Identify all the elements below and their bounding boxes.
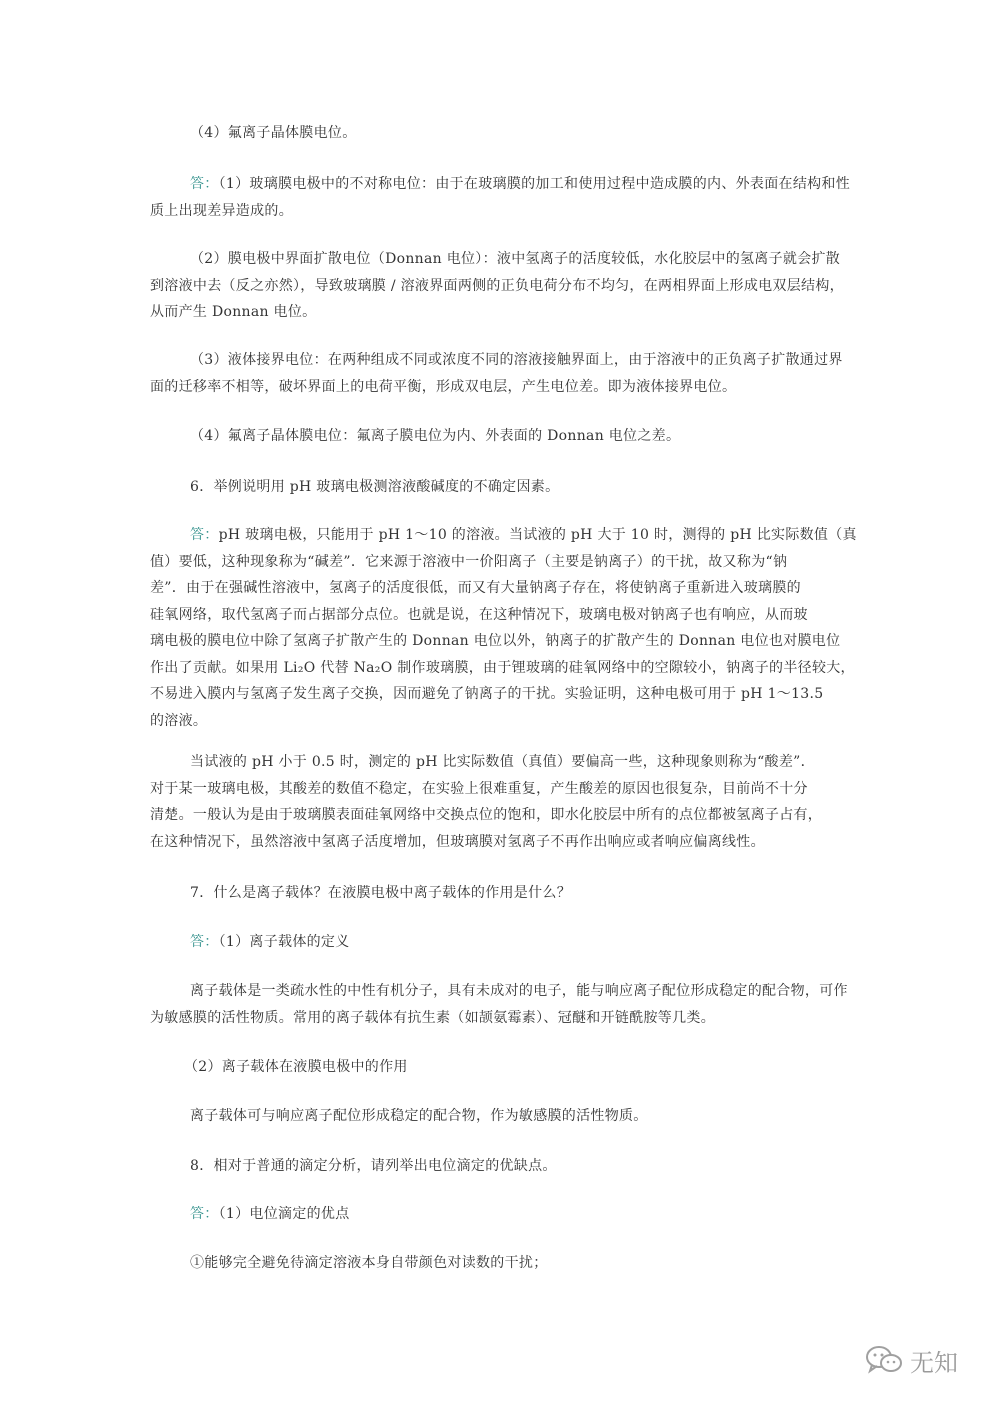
answer-text: （1）玻璃膜电极中的不对称电位：由于在玻璃膜的加工和使用过程中造成膜的内、外表面在结构和性质上出现差异造成的。 bbox=[150, 176, 851, 219]
answer-label: 答： bbox=[190, 176, 219, 192]
question-6: 6．举例说明用 pH 玻璃电极测溶液酸碱度的不确定因素。 bbox=[190, 479, 560, 495]
paragraph-fluoride-title: （4）氟离子晶体膜电位。 bbox=[190, 125, 357, 141]
answer-6 bbox=[150, 522, 857, 734]
answer-7-definition: 离子载体是一类疏水性的中性有机分子，具有未成对的电子，能与响应离子配位形成稳定的配合物，可作为敏感膜的活性物质。常用的离子载体有抗生素（如颉氨霉素）、冠醚和开链酰胺等几类。 bbox=[150, 983, 848, 1026]
answer-6-acid-error bbox=[150, 749, 850, 855]
answer-8-heading bbox=[150, 1201, 850, 1228]
answer-8-item-1: ①能够完全避免待滴定溶液本身自带颜色对读数的干扰； bbox=[190, 1255, 548, 1271]
acid-error-line: 对于某一玻璃电极，其酸差的数值不稳定，在实验上很难重复，产生酸差的原因也很复杂，目前尚不十分 bbox=[150, 780, 808, 797]
acid-error-line: 当试液的 pH 小于 0.5 时，测定的 pH 比实际数值（真值）要偏高一些，这种现象则称为“酸差”． bbox=[190, 754, 815, 770]
answer-label: 答： bbox=[190, 527, 219, 543]
question-8: 8．相对于普通的滴定分析，请列举出电位滴定的优缺点。 bbox=[190, 1158, 557, 1174]
answer-7-heading bbox=[150, 929, 850, 956]
answer-6-line: 硅氧网络，取代氢离子而占据部分点位。也就是说，在这种情况下，玻璃电极对钠离子也有响应，从而玻 bbox=[150, 606, 808, 623]
answer-8-heading-text: （1）电位滴定的优点 bbox=[218, 1206, 350, 1222]
wechat-icon bbox=[864, 1344, 904, 1376]
answer-label: 答： bbox=[190, 1206, 219, 1222]
answer-6-line-text: pH 玻璃电极，只能用于 pH 1～10 的溶液。当试液的 pH 大于 10 时，测得的 pH 比实际数值（真 bbox=[218, 527, 857, 543]
answer-6-line: 的溶液。 bbox=[150, 712, 208, 729]
paragraph-donnan: （2）膜电极中界面扩散电位（Donnan 电位）：液中氢离子的活度较低，水化胶层中的氢离子就会扩散到溶液中去（反之亦然），导致玻璃膜 / 溶液界面两侧的正负电荷分布不均匀，在两相界面上形成电双层结构，从而产生 Donnan 电位。 bbox=[150, 251, 844, 320]
watermark bbox=[864, 1342, 958, 1378]
paragraph-fluoride-answer: （4）氟离子晶体膜电位：氟离子膜电位为内、外表面的 Donnan 电位之差。 bbox=[190, 428, 681, 444]
answer-6-line-1 bbox=[150, 522, 857, 549]
answer-6-line: 差”．由于在强碱性溶液中，氢离子的活度很低，而又有大量钠离子存在，将使钠离子重新进入玻璃膜的 bbox=[150, 580, 801, 596]
watermark-text: 无知 bbox=[910, 1348, 958, 1377]
answer-7-function: 离子载体可与响应离子配位形成稳定的配合物，作为敏感膜的活性物质。 bbox=[190, 1108, 648, 1124]
acid-error-line: 清楚。一般认为是由于玻璃膜表面硅氧网络中交换点位的饱和，即水化胶层中所有的点位都被氢离子占有， bbox=[150, 807, 823, 823]
answer-6-line: 值）要低，这种现象称为“碱差”．它来源于溶液中一价阳离子（主要是钠离子）的干扰，故又称为“钠 bbox=[150, 553, 788, 570]
answer-7-heading-text: （1）离子载体的定义 bbox=[218, 934, 350, 950]
answer-paragraph-asymmetry bbox=[150, 171, 850, 224]
answer-6-line: 璃电极的膜电位中除了氢离子扩散产生的 Donnan 电位以外，钠离子的扩散产生的 Donnan 电位也对膜电位 bbox=[150, 633, 841, 649]
acid-error-line: 在这种情况下，虽然溶液中氢离子活度增加，但玻璃膜对氢离子不再作出响应或者响应偏离线性。 bbox=[150, 833, 765, 850]
answer-6-line: 不易进入膜内与氢离子发生离子交换，因而避免了钠离子的干扰。实验证明，这种电极可用于 pH 1～13.5 bbox=[150, 686, 824, 702]
answer-label: 答： bbox=[190, 934, 219, 950]
answer-7-heading-2: （2）离子载体在液膜电极中的作用 bbox=[184, 1059, 408, 1075]
answer-6-line: 作出了贡献。如果用 Li₂O 代替 Na₂O 制作玻璃膜，由于锂玻璃的硅氧网络中的空隙较小，钠离子的半径较大， bbox=[150, 659, 855, 676]
paragraph-liquid-junction: （3）液体接界电位：在两种组成不同或浓度不同的溶液接触界面上，由于溶液中的正负离子扩散通过界面的迁移率不相等，破坏界面上的电荷平衡，形成双电层，产生电位差。即为液体接界电位。 bbox=[150, 352, 843, 395]
question-7: 7．什么是离子载体？在液膜电极中离子载体的作用是什么？ bbox=[190, 885, 572, 901]
